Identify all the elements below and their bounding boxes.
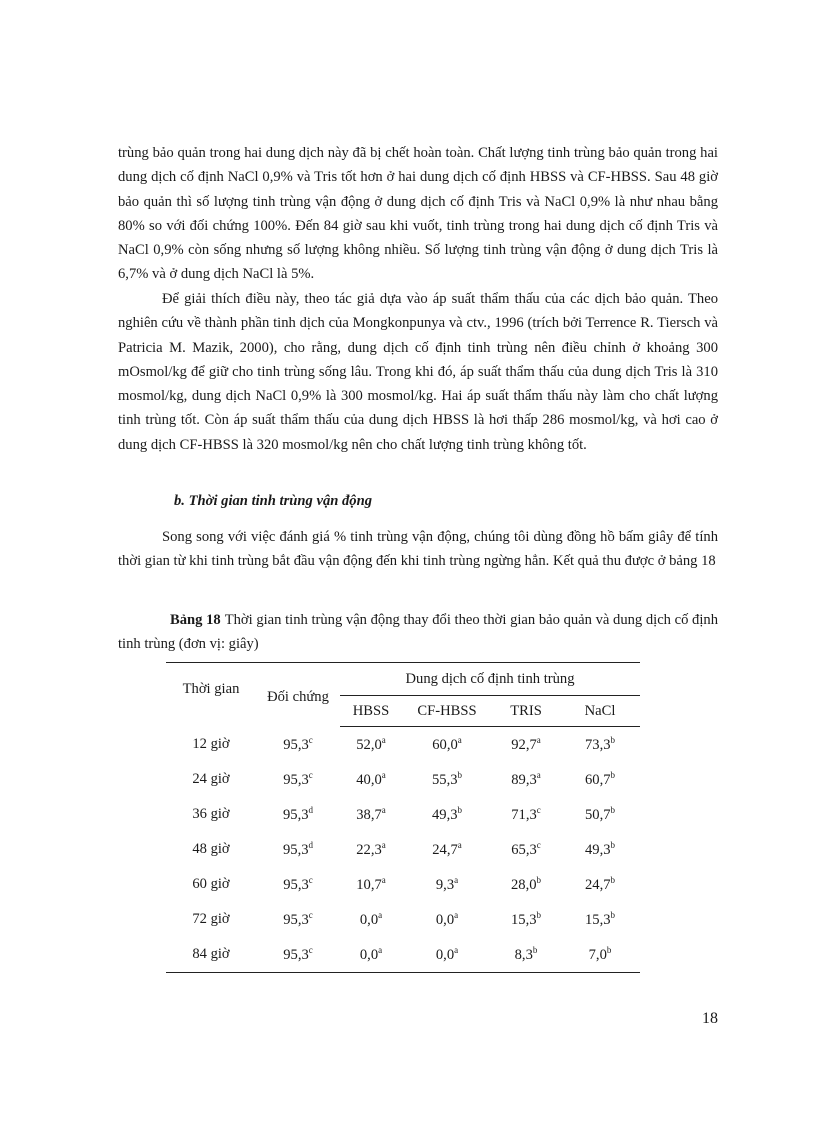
- cell-number: 60,7: [584, 771, 611, 788]
- header-nacl: NaCl: [560, 696, 640, 727]
- cell-value: [402, 797, 492, 832]
- table-caption-text: Thời gian tinh trùng vận động thay đổi theo thời gian bảo quản và dung dịch cố định tinh trùng (đơn vị: giây): [118, 612, 718, 653]
- cell-significance: d: [308, 805, 314, 816]
- cell-number: 22,3: [356, 841, 382, 858]
- cell-number: 8,3: [514, 946, 533, 963]
- cell-significance: b: [606, 945, 612, 956]
- cell-significance: b: [610, 770, 616, 781]
- cell-significance: b: [610, 910, 616, 921]
- table-row: [166, 937, 640, 973]
- cell-significance: a: [381, 770, 386, 781]
- cell-number: 15,3: [584, 911, 611, 928]
- cell-value: [256, 867, 340, 902]
- cell-value: [256, 902, 340, 937]
- cell-number: 0,0: [435, 911, 455, 928]
- cell-value: [340, 762, 402, 797]
- paragraph-1: trùng bảo quản trong hai dung dịch này đã bị chết hoàn toàn. Chất lượng tinh trùng bảo quản trong hai dung dịch cố định NaCl 0,9% và Tris tốt hơn ở hai dung dịch cố định HBSS và CF-HBSS. Sau 48 giờ bảo quản thì số lượng tinh trùng vận động ở dung dịch cố định Tris và NaCl 0,9% là như nhau bằng 80% so với đối chứng 100%. Đến 84 giờ sau khi vuốt, tinh trùng trong hai dung dịch cố định Tris và NaCl 0,9% còn sống nhưng số lượng không nhiều. Số lượng tinh trùng vận động ở dung dịch Tris là 6,7% và ở dung dịch NaCl là 5%.: [118, 145, 718, 283]
- cell-time: 72 giờ: [192, 911, 230, 927]
- cell-value: [492, 902, 560, 937]
- table-caption: [118, 608, 718, 657]
- table-caption-label: Bảng 18: [170, 612, 221, 628]
- cell-significance: a: [381, 875, 386, 886]
- cell-value: [560, 902, 640, 937]
- header-cf-hbss: CF-HBSS: [402, 696, 492, 727]
- cell-value: [256, 797, 340, 832]
- section-heading: b. Thời gian tinh trùng vận động: [174, 493, 373, 509]
- cell-value: [492, 832, 560, 867]
- cell-significance: a: [457, 735, 462, 746]
- cell-value: [402, 832, 492, 867]
- cell-number: 71,3: [511, 806, 537, 823]
- cell-number: 95,3: [283, 736, 309, 753]
- cell-significance: a: [381, 735, 386, 746]
- cell-number: 9,3: [435, 876, 455, 893]
- cell-significance: c: [308, 770, 313, 781]
- cell-significance: a: [378, 910, 383, 921]
- cell-number: 24,7: [432, 841, 458, 858]
- cell-value: [340, 902, 402, 937]
- header-time: Thời gian: [166, 663, 256, 727]
- cell-number: 15,3: [510, 911, 537, 928]
- header-control: Đối chứng: [256, 663, 340, 727]
- cell-significance: a: [536, 770, 541, 781]
- cell-value: [492, 797, 560, 832]
- cell-number: 95,3: [283, 876, 309, 893]
- cell-significance: b: [610, 735, 616, 746]
- cell-significance: b: [532, 945, 538, 956]
- cell-value: [402, 867, 492, 902]
- header-hbss: HBSS: [340, 696, 402, 727]
- cell-significance: c: [308, 910, 313, 921]
- cell-number: 73,3: [584, 736, 611, 753]
- cell-value: [560, 832, 640, 867]
- table-row: [166, 762, 640, 797]
- cell-value: [402, 727, 492, 763]
- cell-significance: b: [610, 840, 616, 851]
- cell-number: 92,7: [511, 736, 537, 753]
- cell-value: [256, 937, 340, 973]
- data-table: [166, 662, 640, 973]
- cell-value: [560, 937, 640, 973]
- paragraph-3: Song song với việc đánh giá % tinh trùng vận động, chúng tôi dùng đồng hồ bấm giây để tính thời gian từ khi tinh trùng bắt đầu vận động đến khi tinh trùng ngừng hẳn. Kết quả thu được ở bảng 18: [118, 529, 718, 570]
- cell-value: [340, 727, 402, 763]
- cell-significance: a: [381, 805, 386, 816]
- table-row: [166, 727, 640, 763]
- cell-number: 95,3: [282, 806, 309, 823]
- cell-significance: c: [536, 805, 541, 816]
- cell-number: 0,0: [359, 911, 379, 928]
- cell-number: 38,7: [356, 806, 382, 823]
- cell-value: [492, 762, 560, 797]
- cell-number: 0,0: [435, 946, 455, 963]
- cell-value: [560, 867, 640, 902]
- cell-time: 36 giờ: [192, 806, 230, 822]
- cell-number: 7,0: [588, 946, 607, 963]
- cell-number: 0,0: [359, 946, 379, 963]
- cell-number: 10,7: [356, 876, 382, 893]
- cell-number: 95,3: [283, 946, 309, 963]
- cell-significance: a: [454, 945, 459, 956]
- cell-significance: a: [454, 875, 459, 886]
- cell-value: [492, 727, 560, 763]
- cell-number: 50,7: [584, 806, 611, 823]
- cell-value: [560, 762, 640, 797]
- cell-number: 65,3: [511, 841, 537, 858]
- cell-time: 12 giờ: [192, 735, 230, 752]
- cell-time: 24 giờ: [192, 771, 230, 787]
- table-row: [166, 797, 640, 832]
- cell-value: [560, 797, 640, 832]
- cell-time: 48 giờ: [192, 841, 230, 857]
- cell-number: 24,7: [584, 876, 611, 893]
- cell-number: 28,0: [510, 876, 537, 893]
- cell-value: [492, 937, 560, 973]
- cell-value: [340, 867, 402, 902]
- cell-significance: b: [457, 805, 463, 816]
- cell-significance: b: [536, 910, 542, 921]
- cell-significance: a: [536, 735, 541, 746]
- cell-significance: d: [308, 840, 314, 851]
- cell-time: 60 giờ: [192, 876, 230, 892]
- cell-time: 84 giờ: [166, 937, 256, 973]
- cell-value: [402, 937, 492, 973]
- page-number: 18: [702, 1010, 718, 1027]
- cell-value: [340, 797, 402, 832]
- cell-significance: b: [457, 770, 463, 781]
- cell-value: [256, 727, 340, 763]
- cell-significance: c: [308, 875, 313, 886]
- cell-significance: c: [308, 734, 313, 745]
- header-group: Dung dịch cố định tinh trùng: [340, 663, 640, 696]
- cell-number: 95,3: [282, 841, 309, 858]
- cell-number: 52,0: [356, 736, 382, 753]
- cell-significance: a: [457, 840, 462, 851]
- cell-value: [492, 867, 560, 902]
- cell-significance: b: [610, 875, 616, 886]
- cell-number: 89,3: [511, 771, 537, 788]
- cell-number: 55,3: [431, 771, 458, 788]
- cell-number: 40,0: [356, 771, 382, 788]
- table-row: [166, 867, 640, 902]
- cell-number: 49,3: [431, 806, 458, 823]
- cell-significance: a: [381, 840, 386, 851]
- table-row: [166, 902, 640, 937]
- cell-value: [402, 902, 492, 937]
- paragraph-2: Để giải thích điều này, theo tác giả dựa vào áp suất thẩm thấu của các dịch bảo quản. Theo nghiên cứu về thành phần tinh dịch của Mongkonpunya và ctv., 1996 (trích bởi Terrence R. Tiersch và Patricia M. Mazik, 2000), cho rằng, dung dịch cố định tinh trùng nên điều chỉnh ở khoảng 300 mOsmol/kg để giữ cho tinh trùng sống lâu. Trong khi đó, áp suất thẩm thấu của dung dịch Tris là 310 mosmol/kg, dung dịch NaCl 0,9% là 300 mosmol/kg. Hai áp suất thẩm thấu này làm cho chất lượng tinh trùng tốt. Còn áp suất thẩm thấu của dung dịch HBSS là hơi thấp 286 mosmol/kg, và hơi cao ở dung dịch CF-HBSS là 320 mosmol/kg nên cho chất lượng tinh trùng không tốt.: [118, 291, 718, 453]
- cell-value: [560, 727, 640, 763]
- cell-significance: a: [378, 945, 383, 956]
- cell-value: [340, 832, 402, 867]
- cell-significance: b: [610, 805, 616, 816]
- table-row: [166, 832, 640, 867]
- cell-value: [402, 762, 492, 797]
- cell-significance: c: [536, 840, 541, 851]
- cell-value: [256, 832, 340, 867]
- cell-number: 60,0: [432, 736, 458, 753]
- cell-number: 95,3: [283, 771, 309, 788]
- cell-significance: b: [536, 875, 542, 886]
- cell-number: 95,3: [283, 911, 309, 928]
- cell-significance: c: [308, 945, 313, 956]
- header-tris: TRIS: [492, 696, 560, 727]
- cell-value: [340, 937, 402, 973]
- cell-significance: a: [454, 910, 459, 921]
- cell-number: 49,3: [584, 841, 611, 858]
- cell-value: [256, 762, 340, 797]
